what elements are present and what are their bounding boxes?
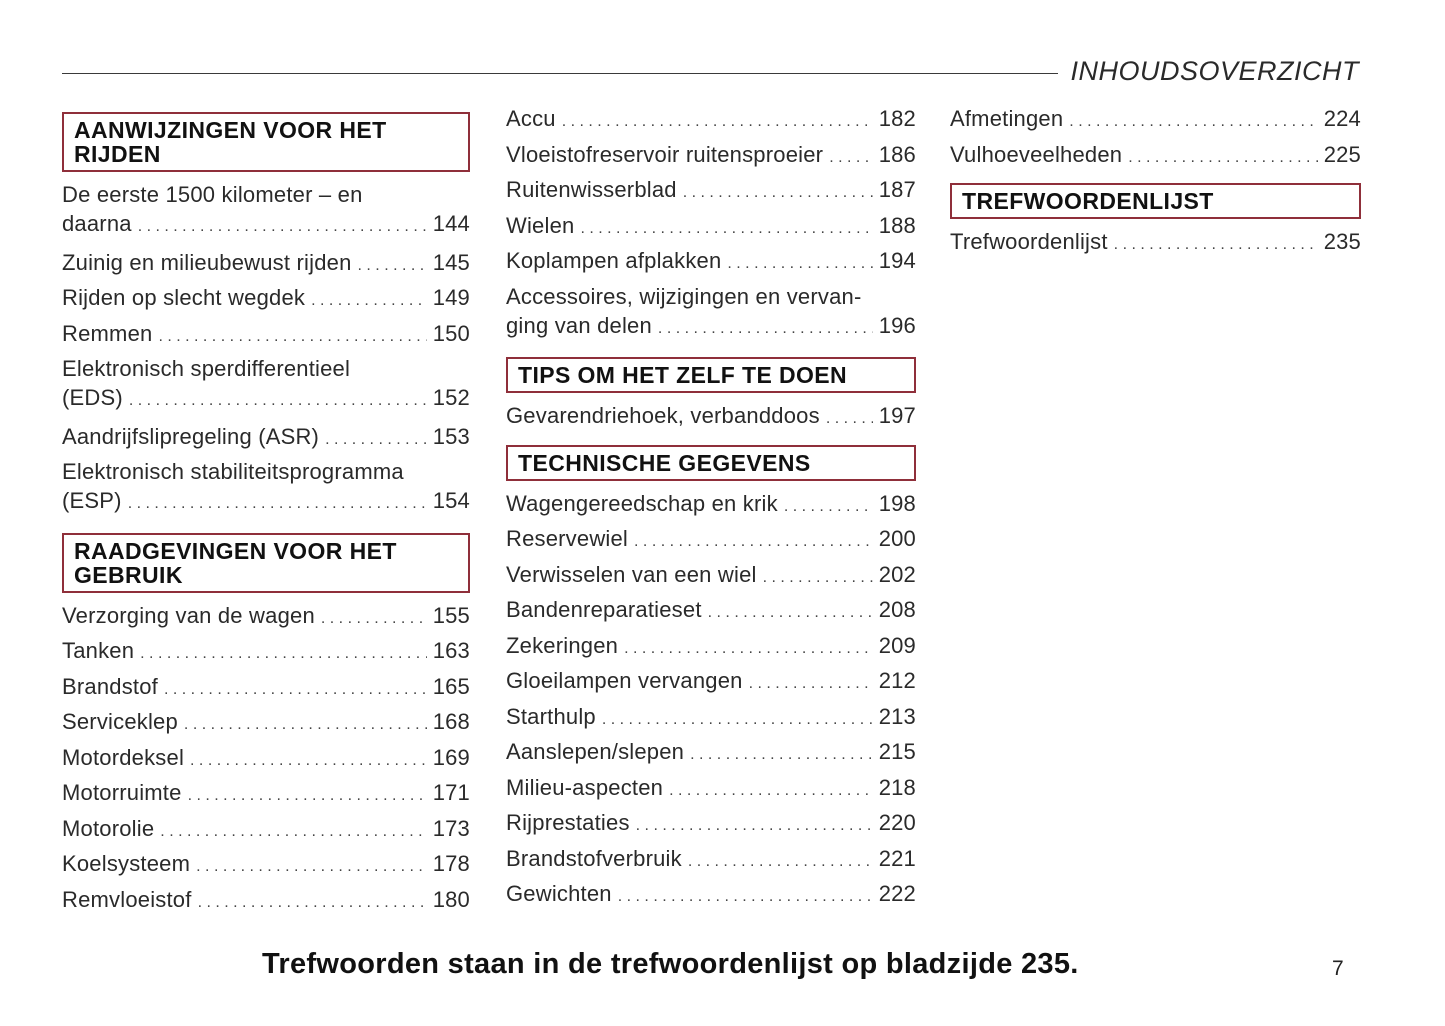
toc-entry[interactable] (62, 814, 470, 850)
toc-entry-page: 209 (878, 632, 916, 658)
toc-entry[interactable] (506, 737, 916, 773)
toc-entry-line2 (62, 486, 470, 518)
section-heading-box (62, 112, 470, 172)
toc-entry-label-continued: ging van delen (506, 312, 652, 338)
dot-leader (688, 847, 873, 876)
toc-entry[interactable] (506, 246, 916, 282)
toc-entry[interactable] (950, 104, 1361, 140)
toc-entry-page: 208 (878, 597, 916, 622)
toc-entry[interactable] (62, 354, 470, 422)
toc-entry-label: Starthulp (506, 703, 596, 729)
toc-entry-page: 225 (1323, 141, 1361, 167)
toc-entry-page: 186 (878, 141, 916, 167)
dot-leader (727, 249, 872, 278)
header-rule (62, 73, 1058, 74)
toc-entry[interactable] (62, 601, 470, 637)
dot-leader (160, 817, 426, 846)
toc-entry-page: 171 (432, 780, 470, 805)
toc-entry-label: Aandrijfslipregeling (ASR) (62, 423, 320, 449)
dot-leader (826, 404, 873, 433)
toc-entry-page: 215 (878, 739, 916, 764)
dot-leader (683, 178, 873, 207)
toc-entry-page: 194 (878, 248, 916, 273)
toc-entry-label: Wagengereedschap en krik (506, 490, 778, 516)
section-heading: TREFWOORDENLIJST (962, 188, 1214, 214)
toc-entry-label: Gewichten (506, 881, 612, 906)
toc-entry-label: Rijden op slecht wegdek (62, 285, 306, 310)
toc-entry-label: Rijprestaties (506, 810, 630, 835)
dot-leader (311, 286, 427, 315)
toc-entry[interactable] (62, 422, 470, 458)
toc-entry-label: Brandstof (62, 673, 158, 699)
dot-leader (1069, 107, 1317, 136)
toc-entry[interactable] (506, 844, 916, 880)
section-heading-box (506, 357, 916, 393)
toc-entry[interactable] (62, 636, 470, 672)
toc-entry-page: 221 (878, 845, 916, 871)
toc-entry[interactable] (506, 282, 916, 350)
toc-entry-label: Milieu-aspecten (506, 774, 664, 800)
toc-entry-page: 150 (432, 320, 470, 346)
toc-entry[interactable] (950, 140, 1361, 176)
dot-leader (164, 675, 427, 704)
toc-entry-page: 169 (432, 744, 470, 770)
dot-leader (158, 322, 426, 351)
dot-leader (618, 882, 873, 911)
toc-entry-page: 196 (878, 312, 916, 338)
toc-entry[interactable] (506, 595, 916, 631)
toc-entry-label-continued: daarna (62, 211, 132, 236)
toc-entry[interactable] (62, 743, 470, 779)
dot-leader (624, 634, 873, 663)
toc-entry-label: Ruitenwisserblad (506, 177, 677, 202)
dot-leader (140, 639, 427, 668)
dot-leader (669, 776, 873, 805)
toc-entry-page: 152 (432, 385, 470, 410)
toc-entry-label: Accu (506, 106, 556, 131)
dot-leader (658, 314, 873, 343)
toc-entry[interactable] (62, 457, 470, 525)
toc-entry-label: Remmen (62, 320, 153, 346)
toc-entry-page: 218 (878, 774, 916, 800)
toc-entry-label: Motorruimte (62, 780, 182, 805)
toc-entry-page: 165 (432, 673, 470, 699)
dot-leader (602, 705, 873, 734)
page-title: INHOUDSOVERZICHT (1070, 56, 1359, 86)
toc-entry-page: 149 (432, 285, 470, 310)
toc-entry[interactable] (506, 666, 916, 702)
toc-entry-label: Gloeilampen vervangen (506, 668, 743, 693)
section-heading-box (62, 533, 470, 593)
toc-entry[interactable] (62, 672, 470, 708)
toc-entry-label: Koelsysteem (62, 851, 191, 876)
toc-entry-label: Aanslepen/slepen (506, 739, 685, 764)
toc-entry-label-continued: (EDS) (62, 385, 123, 410)
dot-leader (190, 746, 427, 775)
toc-entry-label: Bandenreparatieset (506, 597, 702, 622)
section-heading: RAADGEVINGEN VOOR HET GEBRUIK (74, 537, 397, 588)
toc-entry-label: Reservewiel (506, 526, 629, 551)
toc-entry-page: 178 (432, 851, 470, 876)
column-1 (62, 104, 470, 920)
toc-entry[interactable] (506, 104, 916, 140)
toc-entry-page: 198 (878, 490, 916, 516)
toc-entry[interactable] (506, 702, 916, 738)
toc-entry-label: De eerste 1500 kilometer – en (62, 182, 363, 207)
dot-leader (784, 492, 873, 521)
toc-entry[interactable] (506, 175, 916, 211)
toc-entry-line2 (62, 209, 470, 241)
toc-entry-page: 202 (878, 561, 916, 587)
dot-leader (749, 669, 873, 698)
toc-entry-page: 163 (432, 638, 470, 663)
section-heading: TECHNISCHE GEGEVENS (518, 449, 811, 476)
toc-entry[interactable] (506, 489, 916, 525)
toc-entry[interactable] (506, 879, 916, 915)
toc-entry-label: Serviceklep (62, 709, 178, 734)
toc-entry[interactable] (506, 773, 916, 809)
section-heading-box (506, 445, 916, 481)
footer-note: Trefwoorden staan in de trefwoordenlijst op bladzijde 235. (262, 948, 1079, 980)
dot-leader (708, 598, 873, 627)
dot-leader (196, 852, 427, 881)
toc-entry-page: 200 (878, 526, 916, 551)
dot-leader (198, 888, 427, 917)
dot-leader (129, 386, 427, 415)
dot-leader (188, 781, 427, 810)
toc-entry-label: Afmetingen (950, 106, 1064, 131)
toc-entry[interactable] (506, 808, 916, 844)
toc-entry-label: Elektronisch stabiliteitsprogramma (62, 459, 404, 484)
dot-leader (358, 251, 427, 280)
toc-entry-label: Remvloeistof (62, 886, 192, 912)
toc-entry-label: Zekeringen (506, 632, 619, 658)
toc-entry-page: 197 (878, 403, 916, 428)
toc-entry-page: 145 (432, 249, 470, 275)
toc-entry-page: 224 (1323, 106, 1361, 131)
toc-entry-page: 153 (432, 423, 470, 449)
toc-entry-label: Gevarendriehoek, verbanddoos (506, 403, 820, 428)
toc-entry-label-continued: (ESP) (62, 488, 122, 513)
toc-entry-label: Motorolie (62, 815, 155, 841)
toc-entry-label: Wielen (506, 212, 575, 238)
toc-entry-page: 220 (878, 810, 916, 835)
toc-entry[interactable] (62, 849, 470, 885)
toc-entry[interactable] (62, 248, 470, 284)
toc-entry-label: Zuinig en milieubewust rijden (62, 249, 352, 275)
dot-leader (325, 425, 427, 454)
toc-entry-page: 188 (878, 212, 916, 238)
dot-leader (690, 740, 873, 769)
toc-entry-page: 222 (878, 881, 916, 906)
toc-entry-label: Koplampen afplakken (506, 248, 722, 273)
toc-entry-label: Brandstofverbruik (506, 845, 682, 871)
dot-leader (321, 604, 427, 633)
toc-entry[interactable] (62, 707, 470, 743)
toc-entry-page: 154 (432, 488, 470, 513)
toc-entry-page: 235 (1323, 229, 1361, 254)
toc-entry-label: Tanken (62, 638, 135, 663)
toc-entry-label: Elektronisch sperdifferentieel (62, 356, 351, 381)
dot-leader (636, 811, 873, 840)
toc-entry-page: 155 (432, 602, 470, 628)
dot-leader (138, 212, 427, 241)
dot-leader (184, 710, 427, 739)
dot-leader (1114, 230, 1318, 259)
toc-entry[interactable] (506, 401, 916, 437)
dot-leader (128, 489, 427, 518)
toc-entry-page: 180 (432, 886, 470, 912)
dot-leader (763, 563, 873, 592)
toc-entry[interactable] (62, 180, 470, 248)
toc-entry-label: Vulhoeveelheden (950, 141, 1123, 167)
toc-entry-label: Trefwoordenlijst (950, 229, 1108, 254)
section-heading-box (950, 183, 1361, 219)
toc-entry-page: 213 (878, 703, 916, 729)
toc-entry[interactable] (950, 227, 1361, 263)
toc-entry[interactable] (506, 211, 916, 247)
toc-entry[interactable] (506, 560, 916, 596)
toc-entry-page: 168 (432, 709, 470, 734)
toc-entry-line2 (62, 383, 470, 415)
toc-entry-label: Accessoires, wijzigingen en vervan- (506, 283, 862, 309)
toc-entry-label: Vloeistofreservoir ruitensproeier (506, 141, 824, 167)
dot-leader (634, 527, 873, 556)
toc-entry-page: 187 (878, 177, 916, 202)
dot-leader (1128, 143, 1317, 172)
toc-entry[interactable] (62, 885, 470, 921)
toc-entry[interactable] (62, 319, 470, 355)
section-heading: TIPS OM HET ZELF TE DOEN (518, 362, 848, 388)
page-number: 7 (1332, 957, 1344, 980)
toc-entry-page: 212 (878, 668, 916, 693)
dot-leader (829, 143, 873, 172)
toc-entry[interactable] (506, 524, 916, 560)
toc-entry-label: Motordeksel (62, 744, 185, 770)
toc-entry[interactable] (506, 140, 916, 176)
section-heading: AANWIJZINGEN VOOR HET RIJDEN (74, 117, 387, 167)
dot-leader (562, 107, 873, 136)
column-3 (950, 104, 1361, 263)
toc-entry-page: 182 (878, 106, 916, 131)
toc-entry[interactable] (62, 283, 470, 319)
toc-entry-label: Verzorging van de wagen (62, 602, 315, 628)
dot-leader (580, 214, 872, 243)
toc-entry-line2 (506, 311, 916, 343)
toc-entry-page: 144 (432, 211, 470, 236)
toc-entry[interactable] (506, 631, 916, 667)
toc-entry[interactable] (62, 778, 470, 814)
column-2 (506, 104, 916, 915)
toc-entry-page: 173 (432, 815, 470, 841)
toc-entry-label: Verwisselen van een wiel (506, 561, 757, 587)
